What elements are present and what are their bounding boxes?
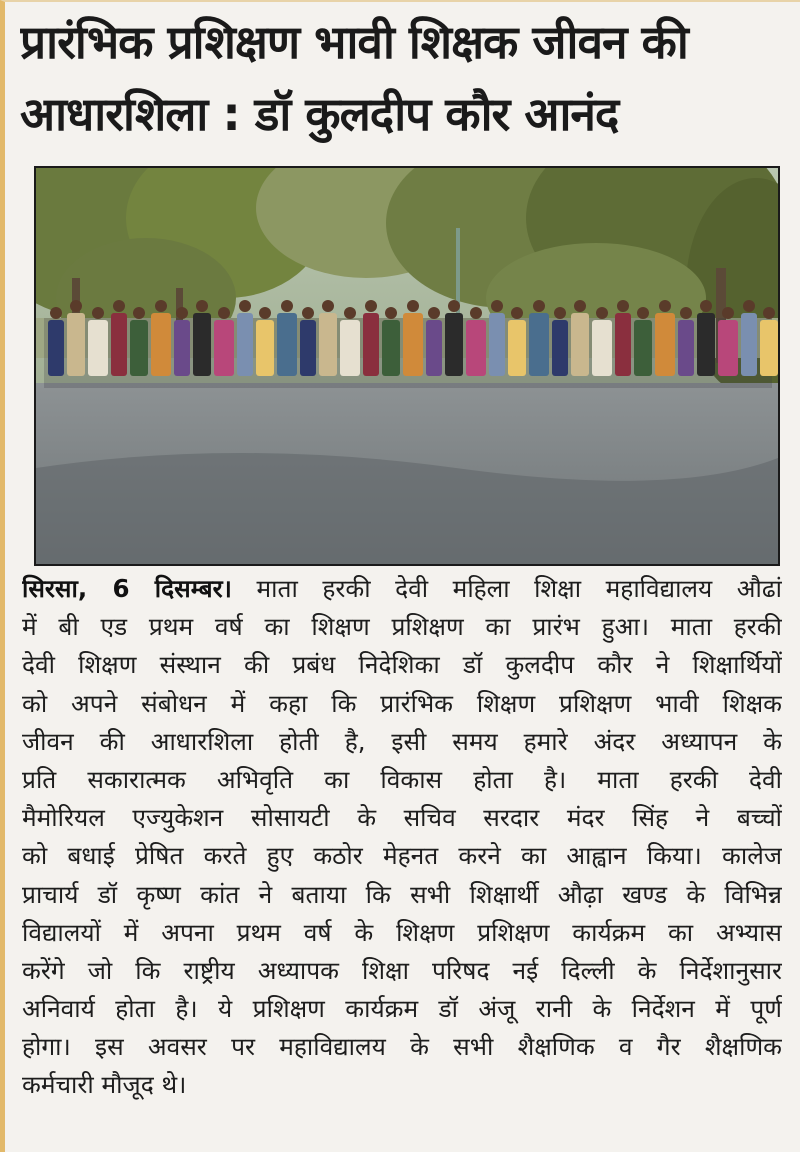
person-head xyxy=(239,300,251,312)
headline-line-1: प्रारंभिक प्रशिक्षण भावी शिक्षक जीवन की xyxy=(20,15,688,69)
article-line: माता हरकी देवी महिला शिक्षा महाविद्यालय औढां xyxy=(231,574,782,603)
article-body xyxy=(22,570,782,1105)
person-figure xyxy=(655,313,675,376)
person-head xyxy=(700,300,712,312)
person-figure xyxy=(592,320,612,376)
article-line: विद्यालयों में अपना प्रथम वर्ष के शिक्षण प्रशिक्षण कार्यक्रम का अभ्यास xyxy=(22,917,782,947)
person-figure xyxy=(634,320,652,376)
person-head xyxy=(281,300,293,312)
article-line: करेंगे जो कि राष्ट्रीय अध्यापक शिक्षा परिषद नई दिल्ली के निर्देशानुसार xyxy=(22,955,782,985)
person-head xyxy=(722,307,734,319)
person-head xyxy=(659,300,671,312)
news-photo xyxy=(34,166,780,566)
person-figure xyxy=(552,320,568,376)
person-head xyxy=(470,307,482,319)
person-head xyxy=(176,307,188,319)
person-figure xyxy=(403,313,423,376)
person-head xyxy=(448,300,460,312)
article-line: प्रति सकारात्मक अभिवृति का विकास होता है। माता हरकी देवी xyxy=(22,764,782,794)
person-figure xyxy=(193,313,211,376)
person-head xyxy=(196,300,208,312)
person-figure xyxy=(489,313,505,376)
person-head xyxy=(365,300,377,312)
person-head xyxy=(92,307,104,319)
person-head xyxy=(511,307,523,319)
person-figure xyxy=(466,320,486,376)
person-figure xyxy=(363,313,379,376)
article-line: होगा। इस अवसर पर महाविद्यालय के सभी शैक्षणिक व गैर शैक्षणिक xyxy=(22,1032,782,1062)
person-figure xyxy=(277,313,297,376)
person-head xyxy=(554,307,566,319)
person-figure xyxy=(48,320,64,376)
person-head xyxy=(385,307,397,319)
person-head xyxy=(407,300,419,312)
person-figure xyxy=(319,313,337,376)
person-head xyxy=(574,300,586,312)
person-figure xyxy=(67,313,85,376)
person-head xyxy=(637,307,649,319)
person-figure xyxy=(571,313,589,376)
person-figure xyxy=(445,313,463,376)
person-head xyxy=(763,307,775,319)
person-head xyxy=(344,307,356,319)
person-head xyxy=(617,300,629,312)
article-line: अनिवार्य होता है। ये प्रशिक्षण कार्यक्रम डॉ अंजू रानी के निर्देशन में पूर्ण xyxy=(22,994,782,1024)
person-head xyxy=(302,307,314,319)
person-head xyxy=(113,300,125,312)
person-figure xyxy=(741,313,757,376)
person-head xyxy=(680,307,692,319)
person-figure xyxy=(382,320,400,376)
person-figure xyxy=(718,320,738,376)
article-line: प्राचार्य डॉ कृष्ण कांत ने बताया कि सभी शिक्षार्थी औढ़ा खण्ड के विभिन्न xyxy=(22,879,782,909)
article-line: जीवन की आधारशिला होती है, इसी समय हमारे अंदर अध्यापन के xyxy=(22,726,782,756)
person-head xyxy=(70,300,82,312)
person-head xyxy=(322,300,334,312)
person-figure xyxy=(214,320,234,376)
person-head xyxy=(491,300,503,312)
article-line: देवी शिक्षण संस्थान की प्रबंध निदेशिका डॉ कुलदीप कौर ने शिक्षार्थियों xyxy=(22,650,782,680)
person-head xyxy=(259,307,271,319)
article-line: को बधाई प्रेषित करते हुए कठोर मेहनत करने का आह्वान किया। कालेज xyxy=(22,841,782,871)
person-figure xyxy=(237,313,253,376)
person-figure xyxy=(88,320,108,376)
person-figure xyxy=(508,320,526,376)
article-line: मैमोरियल एज्युकेशन सोसायटी के सचिव सरदार मंदर सिंह ने बच्चों xyxy=(22,803,782,833)
person-figure xyxy=(111,313,127,376)
person-figure xyxy=(760,320,778,376)
article-line: में बी एड प्रथम वर्ष का शिक्षण प्रशिक्षण का प्रारंभ हुआ। माता हरकी xyxy=(22,612,782,642)
person-figure xyxy=(678,320,694,376)
person-figure xyxy=(174,320,190,376)
article-line: कर्मचारी मौजूद थे। xyxy=(22,1070,187,1100)
person-head xyxy=(218,307,230,319)
person-figure xyxy=(340,320,360,376)
person-figure xyxy=(615,313,631,376)
person-figure xyxy=(529,313,549,376)
person-head xyxy=(155,300,167,312)
person-figure xyxy=(130,320,148,376)
person-figure xyxy=(300,320,316,376)
person-figure xyxy=(256,320,274,376)
person-figure xyxy=(426,320,442,376)
group-photo-illustration xyxy=(36,168,778,564)
article-line: को अपने संबोधन में कहा कि प्रारंभिक शिक्षण प्रशिक्षण भावी शिक्षक xyxy=(22,688,782,718)
dateline: सिरसा, 6 दिसम्बर। xyxy=(22,574,232,603)
person-figure xyxy=(151,313,171,376)
headline xyxy=(20,6,790,150)
person-head xyxy=(743,300,755,312)
person-head xyxy=(533,300,545,312)
person-head xyxy=(133,307,145,319)
headline-line-2: आधारशिला : डॉ कुलदीप कौर आनंद xyxy=(20,87,619,141)
person-figure xyxy=(697,313,715,376)
person-head xyxy=(596,307,608,319)
person-head xyxy=(428,307,440,319)
person-head xyxy=(50,307,62,319)
